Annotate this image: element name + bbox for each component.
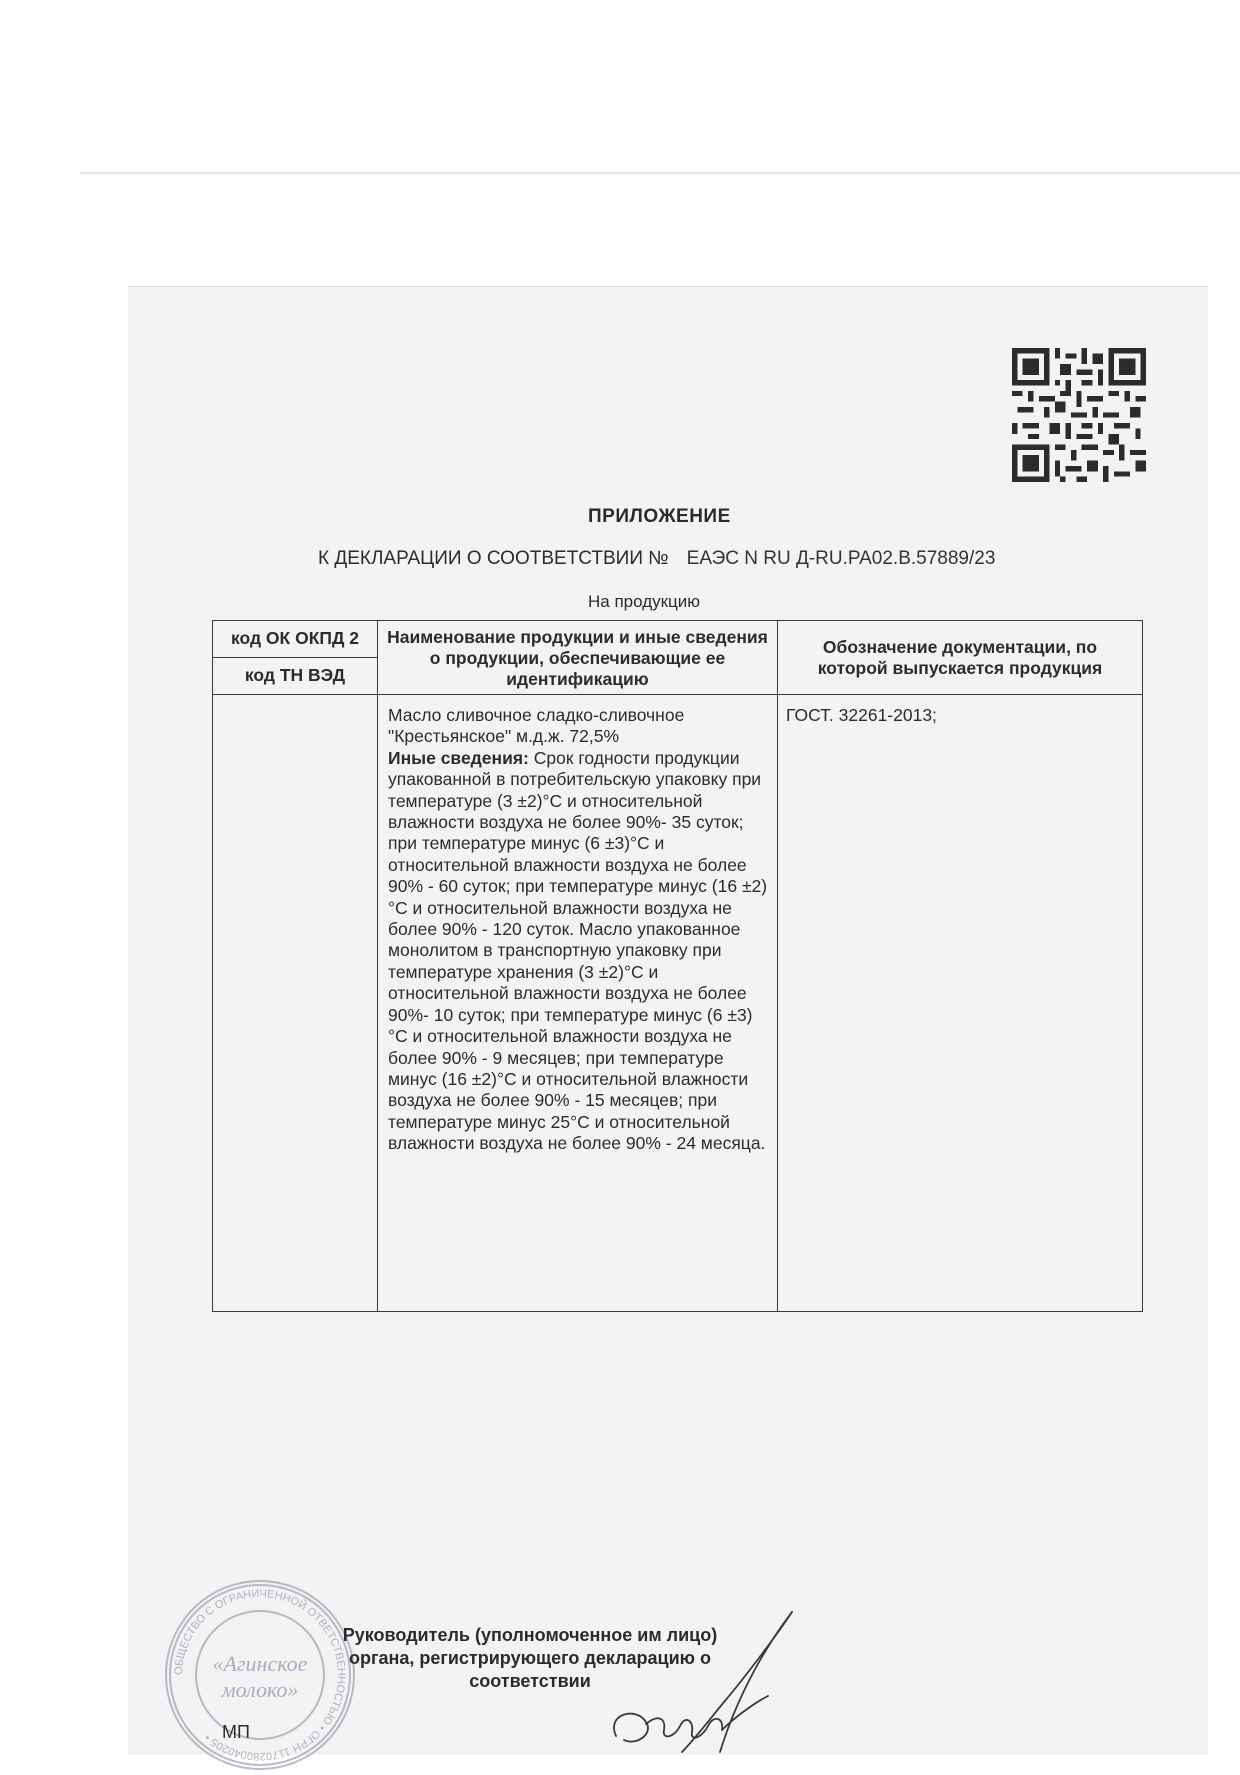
header-tnved-code: код ТН ВЭД [213, 658, 378, 695]
table-row [213, 695, 1143, 1312]
documentation-cell: ГОСТ. 32261-2013; [778, 695, 1143, 1312]
codes-cell [213, 695, 378, 1312]
other-info [388, 748, 771, 1155]
stamp-inner-line2: молоко» [221, 1677, 299, 1702]
scan-artifact-line [80, 172, 1240, 174]
signatory-line-2: органа, регистрирующего декларацию о [348, 1648, 712, 1668]
qr-code [1012, 348, 1146, 482]
stamp-ring-text: ОБЩЕСТВО С ОГРАНИЧЕННОЙ ОТВЕТСТВЕННОСТЬЮ • ОГРН 1170280040205 • [172, 1587, 348, 1763]
declaration-subtitle: К ДЕКЛАРАЦИИ О СООТВЕТСТВИИ № [318, 548, 669, 569]
seal-place-label: МП [222, 1722, 250, 1742]
header-okpd-code: код ОК ОКПД 2 [213, 621, 378, 658]
other-info-label: Иные сведения: [388, 747, 529, 768]
other-info-text: Срок годности продукции упакованной в потребительскую упаковку при температуре (3 ±2)°С и относительной влажности воздуха не более 90%- 35 суток; при температуре минус (6 ±3)°С и относительной влажности воздуха не более 90% - 60 суток; при температуре минус (16 ±2)°С и относительной влажности воздуха не более 90% - 120 суток. Масло упакованное монолитом в транспортную упаковку при температуре хранения (3 ±2)°С и относительной влажности воздуха не более 90%- 10 суток; при температуре минус (6 ±3)°С и относительной влажности воздуха не более 90% - 9 месяцев; при температуре минус (16 ±2)°С и относительной влажности воздуха не более 90% - 15 месяцев; при температуре минус 25°С и относительной влажности воздуха не более 90% - 24 месяца. [388, 747, 768, 1154]
appendix-title: ПРИЛОЖЕНИЕ [588, 506, 731, 527]
product-cell [378, 695, 778, 1312]
declaration-heading [318, 548, 995, 570]
header-documentation: Обозначение документации, по которой выпускается продукция [778, 621, 1143, 695]
product-name: Масло сливочное сладко-сливочное "Крестьянское" м.д.ж. 72,5% [388, 705, 685, 747]
signatory-line-1: Руководитель (уполномоченное им лицо) [342, 1625, 718, 1645]
declaration-table [212, 620, 1143, 1312]
scope-label: На продукцию [588, 592, 701, 611]
header-product-name: Наименование продукции и иные сведения о продукции, обеспечивающие ее идентификацию [378, 621, 778, 695]
declaration-number: ЕАЭС N RU Д-RU.PA02.B.57889/23 [686, 548, 996, 569]
table-header-row-1 [213, 621, 1143, 658]
signature [596, 1606, 816, 1754]
stamp-inner-line1: «Агинское [212, 1651, 308, 1676]
signatory-line-3: соответствии [469, 1671, 591, 1691]
